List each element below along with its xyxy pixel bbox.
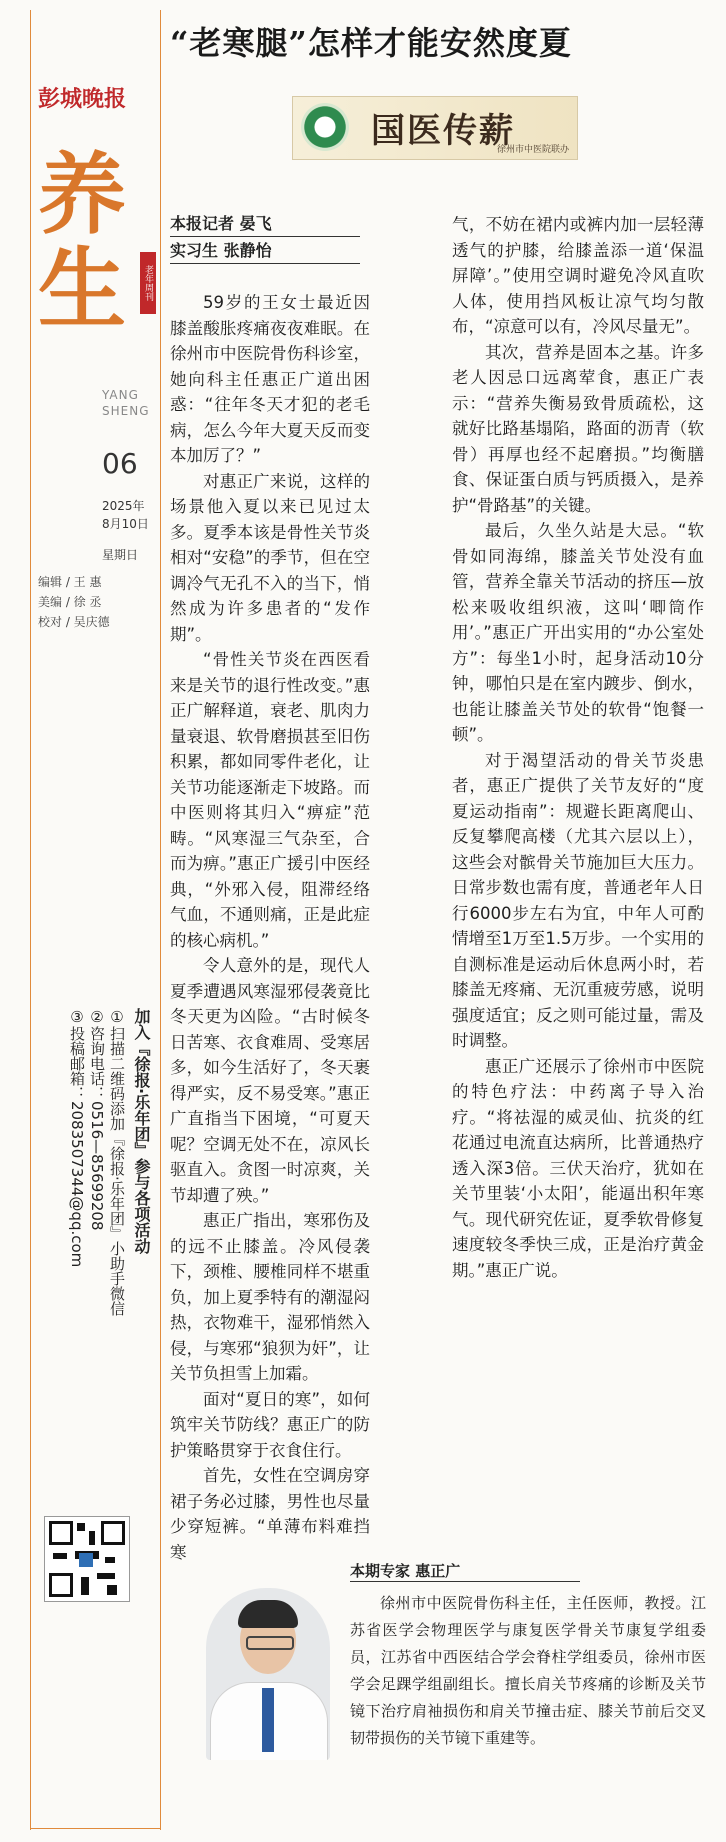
- pinyin-line-2: SHENG: [102, 404, 150, 418]
- frame-line-bottom: [30, 1828, 160, 1829]
- paragraph: 令人意外的是，现代人夏季遭遇风寒湿邪侵袭竟比冬天更为凶险。“古时候冬日苦寒、衣食难周、受寒居多，如今生活好了，冬天裹得严实，反不易受寒。”惠正广直指当下困境，“可夏天呢？空调无处不在，凉风长驱直入。贪图一时凉爽，关节却遭了殃。”: [170, 956, 370, 1205]
- sidebar-step-1: ①扫描二维码添加『徐报·乐年团』小助手微信: [108, 1008, 126, 1316]
- paragraph: 对惠正广来说，这样的场景他入夏以来已见过太多。夏季本该是骨性关节炎相对“安稳”的季节，但在空调冷气无孔不入的当下，悄然成为许多患者的“发作期”。: [170, 471, 370, 644]
- date-day: 8月10日: [102, 517, 149, 531]
- expert-label: 本期专家 惠正广: [350, 1560, 580, 1582]
- paragraph: 气，不妨在裙内或裤内加一层轻薄透气的护膝，给膝盖添一道‘保温屏障’。”使用空调时避免冷风直吹人体，使用挡风板让凉气均匀散布，“凉意可以有，冷风尽量无”。: [452, 215, 704, 336]
- banner-title: 国医传薪: [371, 111, 515, 151]
- paragraph: 面对“夏日的寒”，如何筑牢关节防线？惠正广的防护策略贯穿于衣食住行。: [170, 1389, 370, 1460]
- qr-code[interactable]: [44, 1516, 130, 1602]
- sidebar-step-3: ③投稿邮箱：2083507344@qq.com: [68, 1008, 86, 1268]
- banner-subtitle: 徐州市中医院联办: [496, 145, 569, 155]
- frame-line-top: [30, 10, 31, 1830]
- frame-line-left-inner: [160, 10, 161, 1830]
- expert-bio: 徐州市中医院骨伤科主任，主任医师，教授。江苏省医学会物理医学与康复医学骨关节康复学组委员，江苏省中西医结合学会脊柱学组委员，徐州市医学会足踝学组副组长。擅长肩关节疼痛的诊断及关节镜下治疗肩袖损伤和肩关节撞击症、膝关节前后交叉韧带损伤的关节镜下重建等。: [350, 1594, 706, 1747]
- pinyin-line-1: YANG: [102, 388, 139, 402]
- newspaper-name: 彭城晚报: [38, 86, 127, 112]
- section-seal: 老年周刊: [140, 252, 156, 314]
- page-number: 06: [102, 447, 138, 480]
- designer: 美编 / 徐 丞: [38, 595, 102, 609]
- proofreader: 校对 / 吴庆德: [38, 615, 110, 629]
- hospital-logo-icon: [301, 103, 349, 151]
- paragraph: 最后，久坐久站是大忌。“软骨如同海绵，膝盖关节处没有血管，营养全靠关节活动的挤压—放松来吸收组织液，这叫‘唧筒作用’。”惠正广开出实用的“办公室处方”：每坐1小时，起身活动10分钟，哪怕只是在室内踱步、倒水，也能让膝盖关节处的软骨“饱餐一顿”。: [452, 521, 704, 744]
- sidebar-step-2: ②咨询电话：0516—85699208: [88, 1008, 106, 1231]
- expert-portrait: [206, 1588, 330, 1760]
- date-year: 2025年: [102, 499, 145, 513]
- paragraph: 对于渴望活动的骨关节炎患者，惠正广提供了关节友好的“度夏运动指南”：规避长距离爬山、反复攀爬高楼（尤其六层以上），这些会对髌骨关节施加巨大压力。日常步数也需有度，普通老年人日行6000步左右为宜，中年人可酌情增至1万至1.5万步。一个实用的自测标准是运动后休息两小时，若膝盖无疼痛、无沉重疲劳感，说明强度适宜；反之则可能过量，需及时调整。: [452, 750, 704, 1050]
- paragraph: 首先，女性在空调房穿裙子务必过膝，男性也尽量少穿短裤。“单薄布料难挡寒: [170, 1466, 370, 1562]
- paragraph: 惠正广指出，寒邪伤及的远不止膝盖。冷风侵袭下，颈椎、腰椎同样不堪重负，加上夏季特有的潮湿闷热，衣物难干，湿邪悄然入侵，与寒邪“狼狈为奸”，让关节负担雪上加霜。: [170, 1211, 370, 1383]
- reporter: 本报记者 晏飞: [170, 212, 360, 237]
- editor: 编辑 / 王 惠: [38, 575, 102, 589]
- paragraph: 惠正广还展示了徐州市中医院的特色疗法：中药离子导入治疗。“将祛湿的威灵仙、抗炎的红花通过电流直达病所，比普通热疗透入深3倍。三伏天治疗，犹如在关节里装‘小太阳’，能逼出积年寒气。现代研究佐证，夏季软骨修复速度较冬季快三成，正是治疗黄金期。”惠正广说。: [452, 1056, 704, 1280]
- article-column-2: [452, 212, 704, 1283]
- column-banner: [292, 96, 578, 160]
- weekday: 星期日: [102, 548, 139, 562]
- byline: [170, 212, 370, 266]
- intern: 实习生 张静怡: [170, 239, 360, 264]
- paragraph: 其次，营养是固本之基。许多老人因忌口远离荤食，惠正广表示：“营养失衡易致骨质疏松，这就好比路基塌陷，路面的沥青（软骨）再厚也经不起磨损。”均衡膳食、保证蛋白质与钙质摄入，是养护“骨路基”的关键。: [452, 342, 704, 515]
- section-char-1: 养: [38, 142, 127, 246]
- paragraph: 59岁的王女士最近因膝盖酸胀疼痛夜夜难眠。在徐州市中医院骨伤科诊室，她向科主任惠正广道出困惑：“往年冬天才犯的老毛病，怎么今年大夏天反而变本加厉了？”: [170, 293, 370, 465]
- paragraph: “骨性关节炎在西医看来是关节的退行性改变。”惠正广解释道，衰老、肌肉力量衰退、软骨磨损甚至旧伤积累，都如同零件老化，让关节功能逐渐走下坡路。而中医则将其归入“痹症”范畴。“风寒湿三气杂至，合而为痹。”惠正广援引中医经典，“外邪入侵，阻滞经络气血，不通则痛，正是此症的核心病机。”: [170, 650, 370, 950]
- join-title: 加入『徐报·乐年团』参与各项活动: [132, 1008, 151, 1255]
- editor-credits: [38, 572, 163, 632]
- section-char-2: 生: [38, 237, 127, 341]
- article-column-1: [170, 290, 370, 1565]
- page-title: “老寒腿”怎样才能安然度夏: [170, 24, 572, 62]
